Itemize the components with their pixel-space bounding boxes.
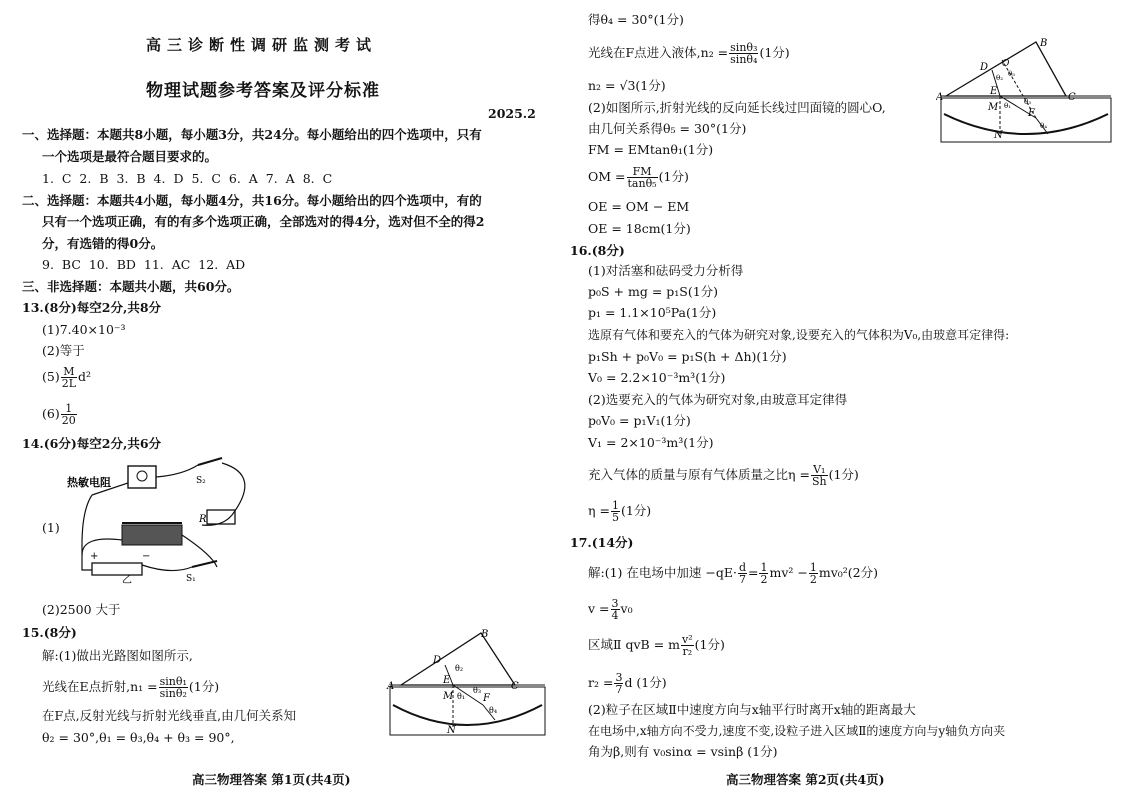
q15-r3: n₂ = √3(1分) [588, 78, 666, 93]
svg-text:θ₂: θ₂ [996, 74, 1004, 82]
q15-r2: 光线在F点进入液体,n₂ = $\frac{\text{sinθ₃}}{\text{sinθ₄}}$ (1分) [588, 41, 790, 66]
q15-r8: OE = OM − EM [588, 199, 690, 214]
concave-mirror [944, 114, 1108, 134]
svg-text:M: M [443, 691, 454, 702]
concave-mirror [393, 705, 542, 725]
q16-line-3: p₁ = 1.1×10⁵Pa(1分) [588, 305, 717, 320]
q17-heading: 17.(14分) [570, 535, 634, 550]
svg-text:M: M [988, 102, 999, 113]
svg-text:F: F [1028, 108, 1035, 119]
svg-text:θ₁: θ₁ [457, 692, 466, 701]
svg-text:D: D [980, 62, 989, 73]
answer-key-title: 物理试题参考答案及评分标准 [146, 81, 380, 101]
svg-text:A: A [387, 681, 395, 692]
svg-text:D: D [433, 655, 442, 666]
q13-answer-5: (5) $\frac{M}{2L}$ d² [42, 365, 92, 390]
q15-r6: FM = EMtanθ₁(1分) [588, 142, 714, 157]
q16-line-8: p₀V₀ = p₁V₁(1分) [588, 413, 691, 428]
q13-answer-1: (1)7.40×10⁻³ [42, 322, 126, 337]
q15-r7: OM = $\frac{FM}{\text{tanθ₅}}$ (1分) [588, 165, 689, 190]
page-footer-1: 高三物理答案 第1页(共4页) [192, 772, 351, 787]
q15-r1: 得θ₄ = 30°(1分) [588, 12, 684, 27]
rheostat-icon [122, 525, 182, 545]
svg-text:S₂: S₂ [196, 476, 206, 486]
svg-text:θ₂: θ₂ [455, 664, 464, 673]
q14-answer-1-label: (1) [42, 520, 60, 535]
svg-text:A: A [936, 92, 944, 103]
svg-text:B: B [481, 629, 489, 640]
right-page [566, 0, 1131, 800]
q13-heading: 13.(8分)每空2分,共8分 [22, 300, 162, 315]
optics-diagram-left [385, 625, 555, 740]
circuit-diagram [62, 455, 262, 585]
section3-heading: 三、非选择题：本题共小题，共60分。 [22, 279, 240, 294]
svg-text:B: B [1040, 38, 1048, 49]
section2-heading: 二、选择题：本题共4小题，每小题4分，共16分。每小题给出的四个选项中，有的 [22, 193, 482, 208]
section1-heading: 一、选择题：本题共8小题，每小题3分，共24分。每小题给出的四个选项中，只有 [22, 127, 482, 142]
thermistor-label: 热敏电阻 [67, 476, 111, 489]
q13-answer-2: (2)等于 [42, 343, 85, 358]
svg-text:E: E [443, 675, 451, 686]
q15-r5: 由几何关系得θ₅ = 30°(1分) [588, 121, 747, 136]
prism-outline [401, 633, 515, 685]
svg-text:+: + [90, 551, 99, 562]
left-page [0, 0, 560, 800]
q16-heading: 16.(8分) [570, 243, 625, 258]
meter-dial-icon [137, 471, 147, 481]
q16-line-5: p₁Sh + p₀V₀ = p₁S(h + Δh)(1分) [588, 349, 787, 364]
svg-text:O: O [1002, 59, 1010, 69]
q17-line-6: 在电场中,x轴方向不受力,速度不变,设粒子进入区域Ⅱ的速度方向与y轴负方向夹 [588, 724, 1006, 738]
svg-text:C: C [1068, 92, 1076, 103]
q14-heading: 14.(6分)每空2分,共6分 [22, 436, 162, 451]
svg-text:R: R [199, 514, 207, 525]
q16-line-6: V₀ = 2.2×10⁻³m³(1分) [588, 370, 726, 385]
q16-line-4: 选原有气体和要充入的气体为研究对象,设要充入的气体积为V₀,由玻意耳定律得: [588, 328, 1010, 342]
q15-heading: 15.(8分) [22, 625, 77, 640]
svg-text:θ₃: θ₃ [1024, 98, 1032, 106]
svg-text:−: − [142, 551, 151, 562]
svg-text:乙: 乙 [122, 575, 132, 585]
battery-icon [92, 563, 142, 575]
q16-line-1: (1)对活塞和砝码受力分析得 [588, 263, 744, 278]
q17-line-7: 角为β,则有 v₀sinα = vsinβ (1分) [588, 744, 778, 759]
q14-answer-2: (2)2500 大于 [42, 602, 121, 617]
switch-s2-icon [198, 458, 222, 465]
switch-s1-icon [192, 561, 217, 567]
q16-line-7: (2)选要充入的气体为研究对象,由玻意耳定律得 [588, 392, 848, 407]
multimeter-icon [128, 466, 156, 488]
q17-line-4: r₂ = $\frac{3}{7}$ d (1分) [588, 671, 667, 696]
svg-text:S₁: S₁ [186, 574, 196, 584]
q16-line-2: p₀S + mg = p₁S(1分) [588, 284, 719, 299]
svg-text:θ₄: θ₄ [1040, 122, 1048, 130]
q17-line-5: (2)粒子在区域Ⅱ中速度方向与x轴平行时离开x轴的距离最大 [588, 702, 916, 717]
svg-text:N: N [447, 725, 456, 736]
q17-line-3: 区域Ⅱ qvB = m $\frac{\text{v²}}{\text{r₂}}$ (1分) [588, 633, 725, 658]
section2-heading-cont: 只有一个选项正确，有的有多个选项正确，全部选对的得4分，选对但不全的得2 [42, 214, 485, 229]
exam-title: 高三诊断性调研监测考试 [146, 36, 378, 54]
q15-solution-3: 在F点,反射光线与折射光线垂直,由几何关系知 [42, 708, 297, 723]
section2-heading-cont2: 分，有选错的得0分。 [42, 236, 164, 251]
q15-solution-2: 光线在E点折射,n₁ = $\frac{\text{sinθ₁}}{\text{sinθ₂}}$ (1分) [42, 675, 220, 700]
svg-text:θ₄: θ₄ [489, 706, 498, 715]
q15-r4: (2)如图所示,折射光线的反向延长线过凹面镜的圆心O, [588, 100, 886, 115]
svg-text:θ₃: θ₃ [473, 686, 482, 695]
q16-line-11: η = $\frac{1}{5}$ (1分) [588, 499, 652, 524]
optics-diagram-right [936, 36, 1126, 148]
svg-text:N: N [994, 130, 1003, 141]
svg-text:E: E [990, 86, 998, 97]
q15-r9: OE = 18cm(1分) [588, 221, 691, 236]
svg-text:C: C [511, 681, 519, 692]
svg-text:θ₁: θ₁ [1004, 102, 1012, 110]
exam-date: 2025.2 [488, 106, 536, 121]
section2-answers: 9. BC 10. BD 11. AC 12. AD [42, 257, 246, 272]
svg-text:F: F [483, 693, 490, 704]
prism-outline [946, 42, 1066, 96]
svg-text:θ₅: θ₅ [1008, 70, 1016, 78]
page-footer-2: 高三物理答案 第2页(共4页) [726, 772, 885, 787]
q17-line-1: 解:(1) 在电场中加速 −qE· $\frac{d}{7}$ = $\frac{1}{2}$ mv² − $\frac{1}{2}$ mv₀²(2分) [588, 561, 879, 586]
q16-line-10: 充入气体的质量与原有气体质量之比η = $\frac{\text{V₁}}{Sh}$ (1分) [588, 463, 859, 488]
q16-line-9: V₁ = 2×10⁻³m³(1分) [588, 435, 714, 450]
q17-line-2: v = $\frac{3}{4}$ v₀ [588, 597, 633, 622]
q13-answer-6: (6) $\frac{1}{20}$ [42, 402, 76, 427]
section1-heading-cont: 一个选项是最符合题目要求的。 [42, 149, 218, 164]
section1-answers: 1. C 2. B 3. B 4. D 5. C 6. A 7. A 8. C [42, 171, 333, 186]
q15-solution-1: 解:(1)做出光路图如图所示, [42, 648, 193, 663]
q15-solution-4: θ₂ = 30°,θ₁ = θ₃,θ₄ + θ₃ = 90°, [42, 730, 235, 745]
